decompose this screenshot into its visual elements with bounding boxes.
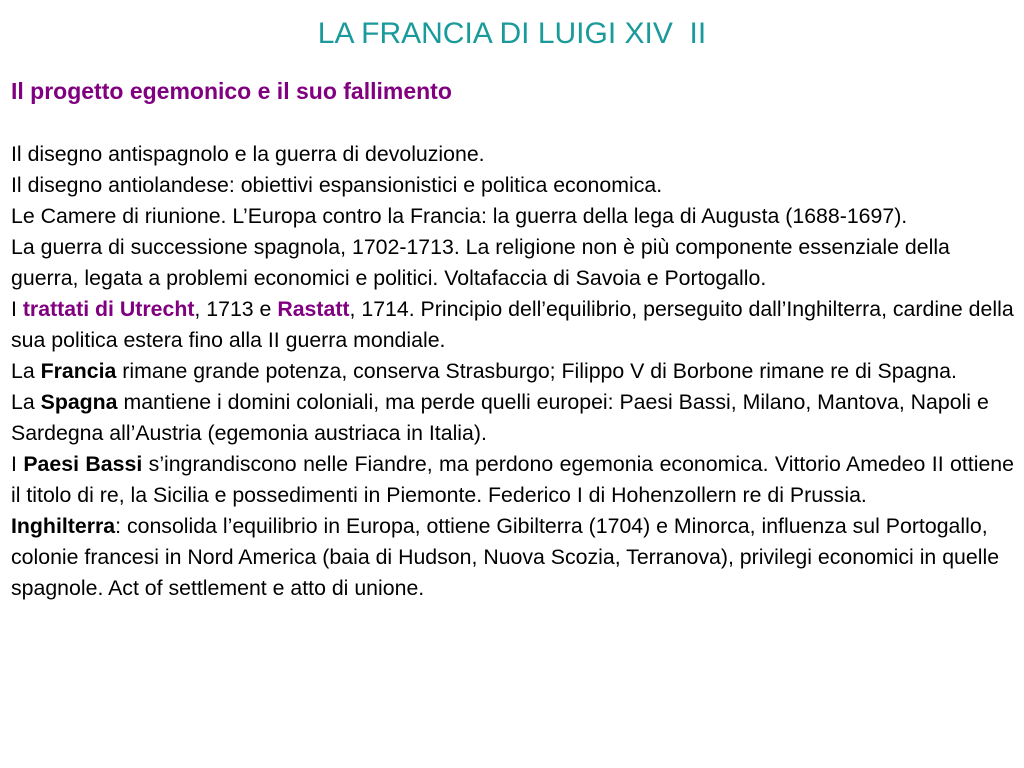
- paragraph-inghilterra: [11, 511, 1014, 604]
- text-segment: La guerra di successione spagnola, 1702-1713. La religione non è più componente essenziale della guerra, legata a problemi economici e politici. Voltafaccia di Savoia e Portogallo.: [11, 235, 950, 290]
- text-segment: I: [11, 297, 23, 321]
- bold-term: Spagna: [40, 390, 118, 414]
- text-segment: s’ingrandiscono nelle Fiandre, ma perdono egemonia economica. Vittorio Amedeo II ottiene il titolo di re, la Sicilia e possedimenti in Piemonte. Federico I di Hohenzollern re di Prussia.: [11, 452, 1014, 507]
- highlighted-term: Rastatt: [277, 297, 350, 321]
- paragraph-paesi-bassi: [11, 449, 1014, 511]
- bold-term: Inghilterra: [11, 514, 116, 538]
- text-segment: , 1714. Principio dell’equilibrio, perseguito dall’Inghilterra, cardine della sua politica estera fino alla II guerra mondiale.: [11, 297, 1014, 352]
- text-segment: La: [11, 390, 41, 414]
- slide-subtitle: Il progetto egemonico e il suo fallimento: [11, 78, 452, 104]
- paragraph-devoluzione: [11, 139, 1014, 170]
- text-segment: Il disegno antispagnolo e la guerra di devoluzione.: [11, 142, 485, 166]
- text-segment: Le Camere di riunione. L’Europa contro la Francia: la guerra della lega di Augusta (1688-1697).: [11, 204, 908, 228]
- highlighted-term: trattati di Utrecht: [22, 297, 195, 321]
- text-segment: La: [11, 359, 41, 383]
- text-segment: , 1713 e: [194, 297, 278, 321]
- text-segment: rimane grande potenza, conserva Strasburgo; Filippo V di Borbone rimane re di Spagna.: [116, 359, 957, 383]
- text-segment: Il disegno antiolandese: obiettivi espansionistici e politica economica.: [11, 173, 663, 197]
- paragraph-successione-spagnola: [11, 232, 1014, 294]
- text-segment: I: [11, 452, 24, 476]
- bold-term: Paesi Bassi: [23, 452, 143, 476]
- paragraph-camere-riunione: [11, 201, 1014, 232]
- paragraph-spagna: [11, 387, 1014, 449]
- paragraph-antiolandese: [11, 170, 1014, 201]
- bold-term: Francia: [40, 359, 117, 383]
- paragraph-trattati: [11, 294, 1014, 356]
- slide-title: LA FRANCIA DI LUIGI XIV II: [317, 17, 707, 50]
- text-segment: : consolida l’equilibrio in Europa, ottiene Gibilterra (1704) e Minorca, influenza sul Portogallo, colonie francesi in Nord America (baia di Hudson, Nuova Scozia, Terranova), privilegi economici in quelle spagnole. Act of settlement e atto di unione.: [11, 514, 1000, 600]
- paragraph-francia: [11, 356, 1014, 387]
- slide-body: [11, 139, 1014, 604]
- text-segment: mantiene i domini coloniali, ma perde quelli europei: Paesi Bassi, Milano, Mantova, Napoli e Sardegna all’Austria (egemonia austriaca in Italia).: [11, 390, 989, 445]
